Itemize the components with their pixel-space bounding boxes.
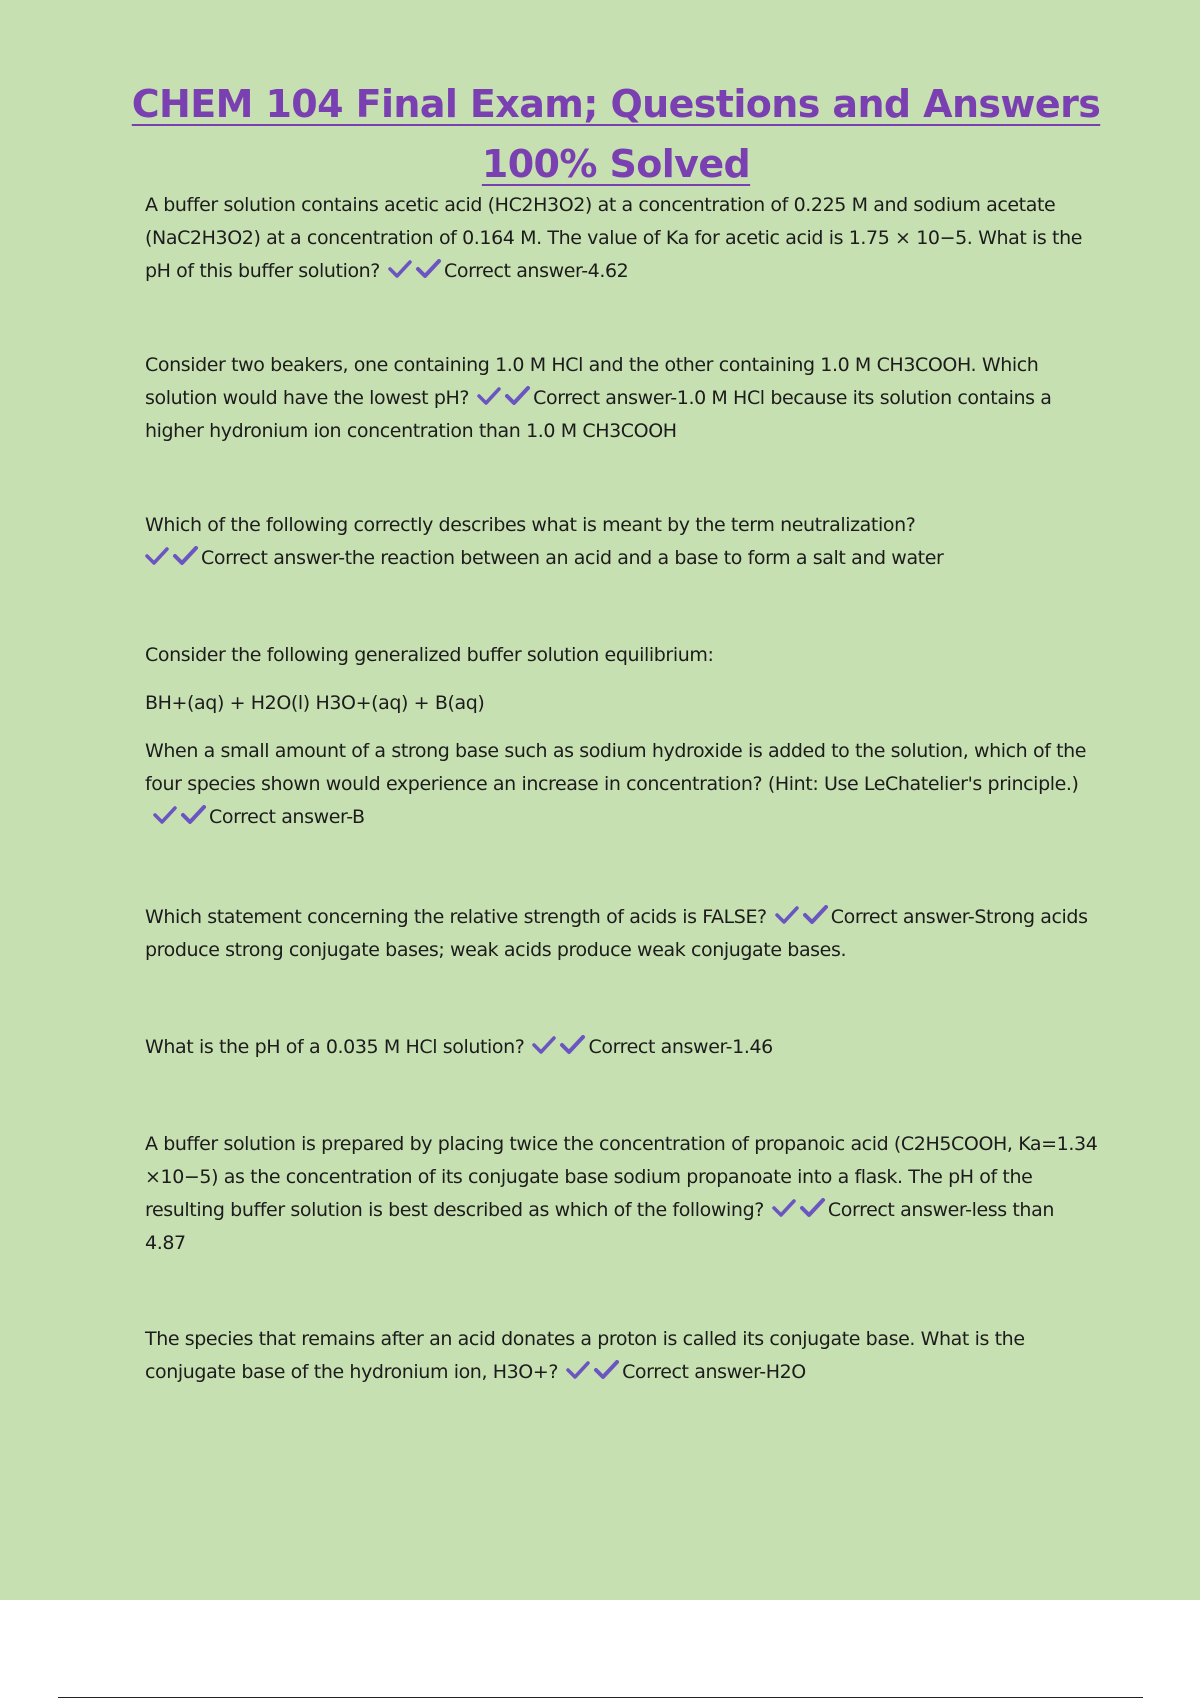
qa-item-4-equation [145, 687, 1100, 720]
answer-text: Correct answer-less than 4.87 [145, 1199, 1054, 1254]
qa-item-1 [145, 189, 1100, 288]
double-checkmark-icon [775, 905, 829, 925]
qa-item-4 [145, 735, 1100, 834]
answer-text: Correct answer-1.0 M HCl because its solution contains a higher hydronium ion concentration than 1.0 M CH3COOH [145, 387, 1052, 442]
equation-text: BH+(aq) + H2O(l) H3O+(aq) + B(aq) [145, 692, 485, 714]
qa-item-3 [145, 509, 1100, 575]
title-line-2: 100% Solved [481, 142, 751, 186]
answer-text: Correct answer-B [209, 806, 365, 828]
answer-text: Correct answer-the reaction between an acid and a base to form a salt and water [201, 547, 944, 569]
answer-text: Correct answer-H2O [622, 1361, 806, 1383]
answer-text: Correct answer-1.46 [588, 1036, 773, 1058]
question-text: When a small amount of a strong base such as sodium hydroxide is added to the solution, which of the four species shown would experience an increase in concentration? (Hint: Use LeChatelier's principle.) [145, 740, 1087, 795]
qa-item-2 [145, 349, 1100, 448]
double-checkmark-icon [772, 1198, 826, 1218]
question-text: The species that remains after an acid donates a proton is called its conjugate base. What is the conjugate base of the hydronium ion, H3O+? [145, 1328, 1025, 1383]
footer-divider [58, 1697, 1143, 1698]
question-text: A buffer solution contains acetic acid (HC2H3O2) at a concentration of 0.225 M and sodium acetate (NaC2H3O2) at a concentration of 0.164 M. The value of Ka for acetic acid is 1.75 × 10−5. What is the pH of this buffer solution? [145, 194, 1083, 282]
double-checkmark-icon [532, 1035, 586, 1055]
document-title [0, 74, 1200, 194]
qa-item-7 [145, 1128, 1100, 1260]
qa-item-8 [145, 1323, 1100, 1389]
qa-item-6 [145, 1031, 1100, 1064]
answer-text: Correct answer-4.62 [444, 260, 629, 282]
question-text: Which statement concerning the relative strength of acids is FALSE? [145, 906, 767, 928]
answer-text: Correct answer-Strong acids produce strong conjugate bases; weak acids produce weak conjugate bases. [145, 906, 1088, 961]
double-checkmark-icon [145, 546, 199, 566]
question-text: Which of the following correctly describes what is meant by the term neutralization? [145, 514, 916, 536]
double-checkmark-icon [388, 259, 442, 279]
double-checkmark-icon [153, 805, 207, 825]
qa-item-5 [145, 901, 1100, 967]
title-line-1: CHEM 104 Final Exam; Questions and Answers [131, 82, 1101, 126]
qa-list [145, 189, 1100, 1389]
intro-text: Consider the following generalized buffer solution equilibrium: [145, 644, 714, 666]
double-checkmark-icon [477, 386, 531, 406]
question-text: Consider two beakers, one containing 1.0 M HCl and the other containing 1.0 M CH3COOH. Which solution would have the lowest pH? [145, 354, 1039, 409]
double-checkmark-icon [566, 1360, 620, 1380]
qa-item-4-intro [145, 639, 1100, 672]
question-text: What is the pH of a 0.035 M HCl solution? [145, 1036, 525, 1058]
question-text: A buffer solution is prepared by placing twice the concentration of propanoic acid (C2H5COOH, Ka=1.34 ×10−5) as the concentration of its conjugate base sodium propanoate into a flask. The pH of the resulting buffer solution is best described as which of the following? [145, 1133, 1098, 1221]
